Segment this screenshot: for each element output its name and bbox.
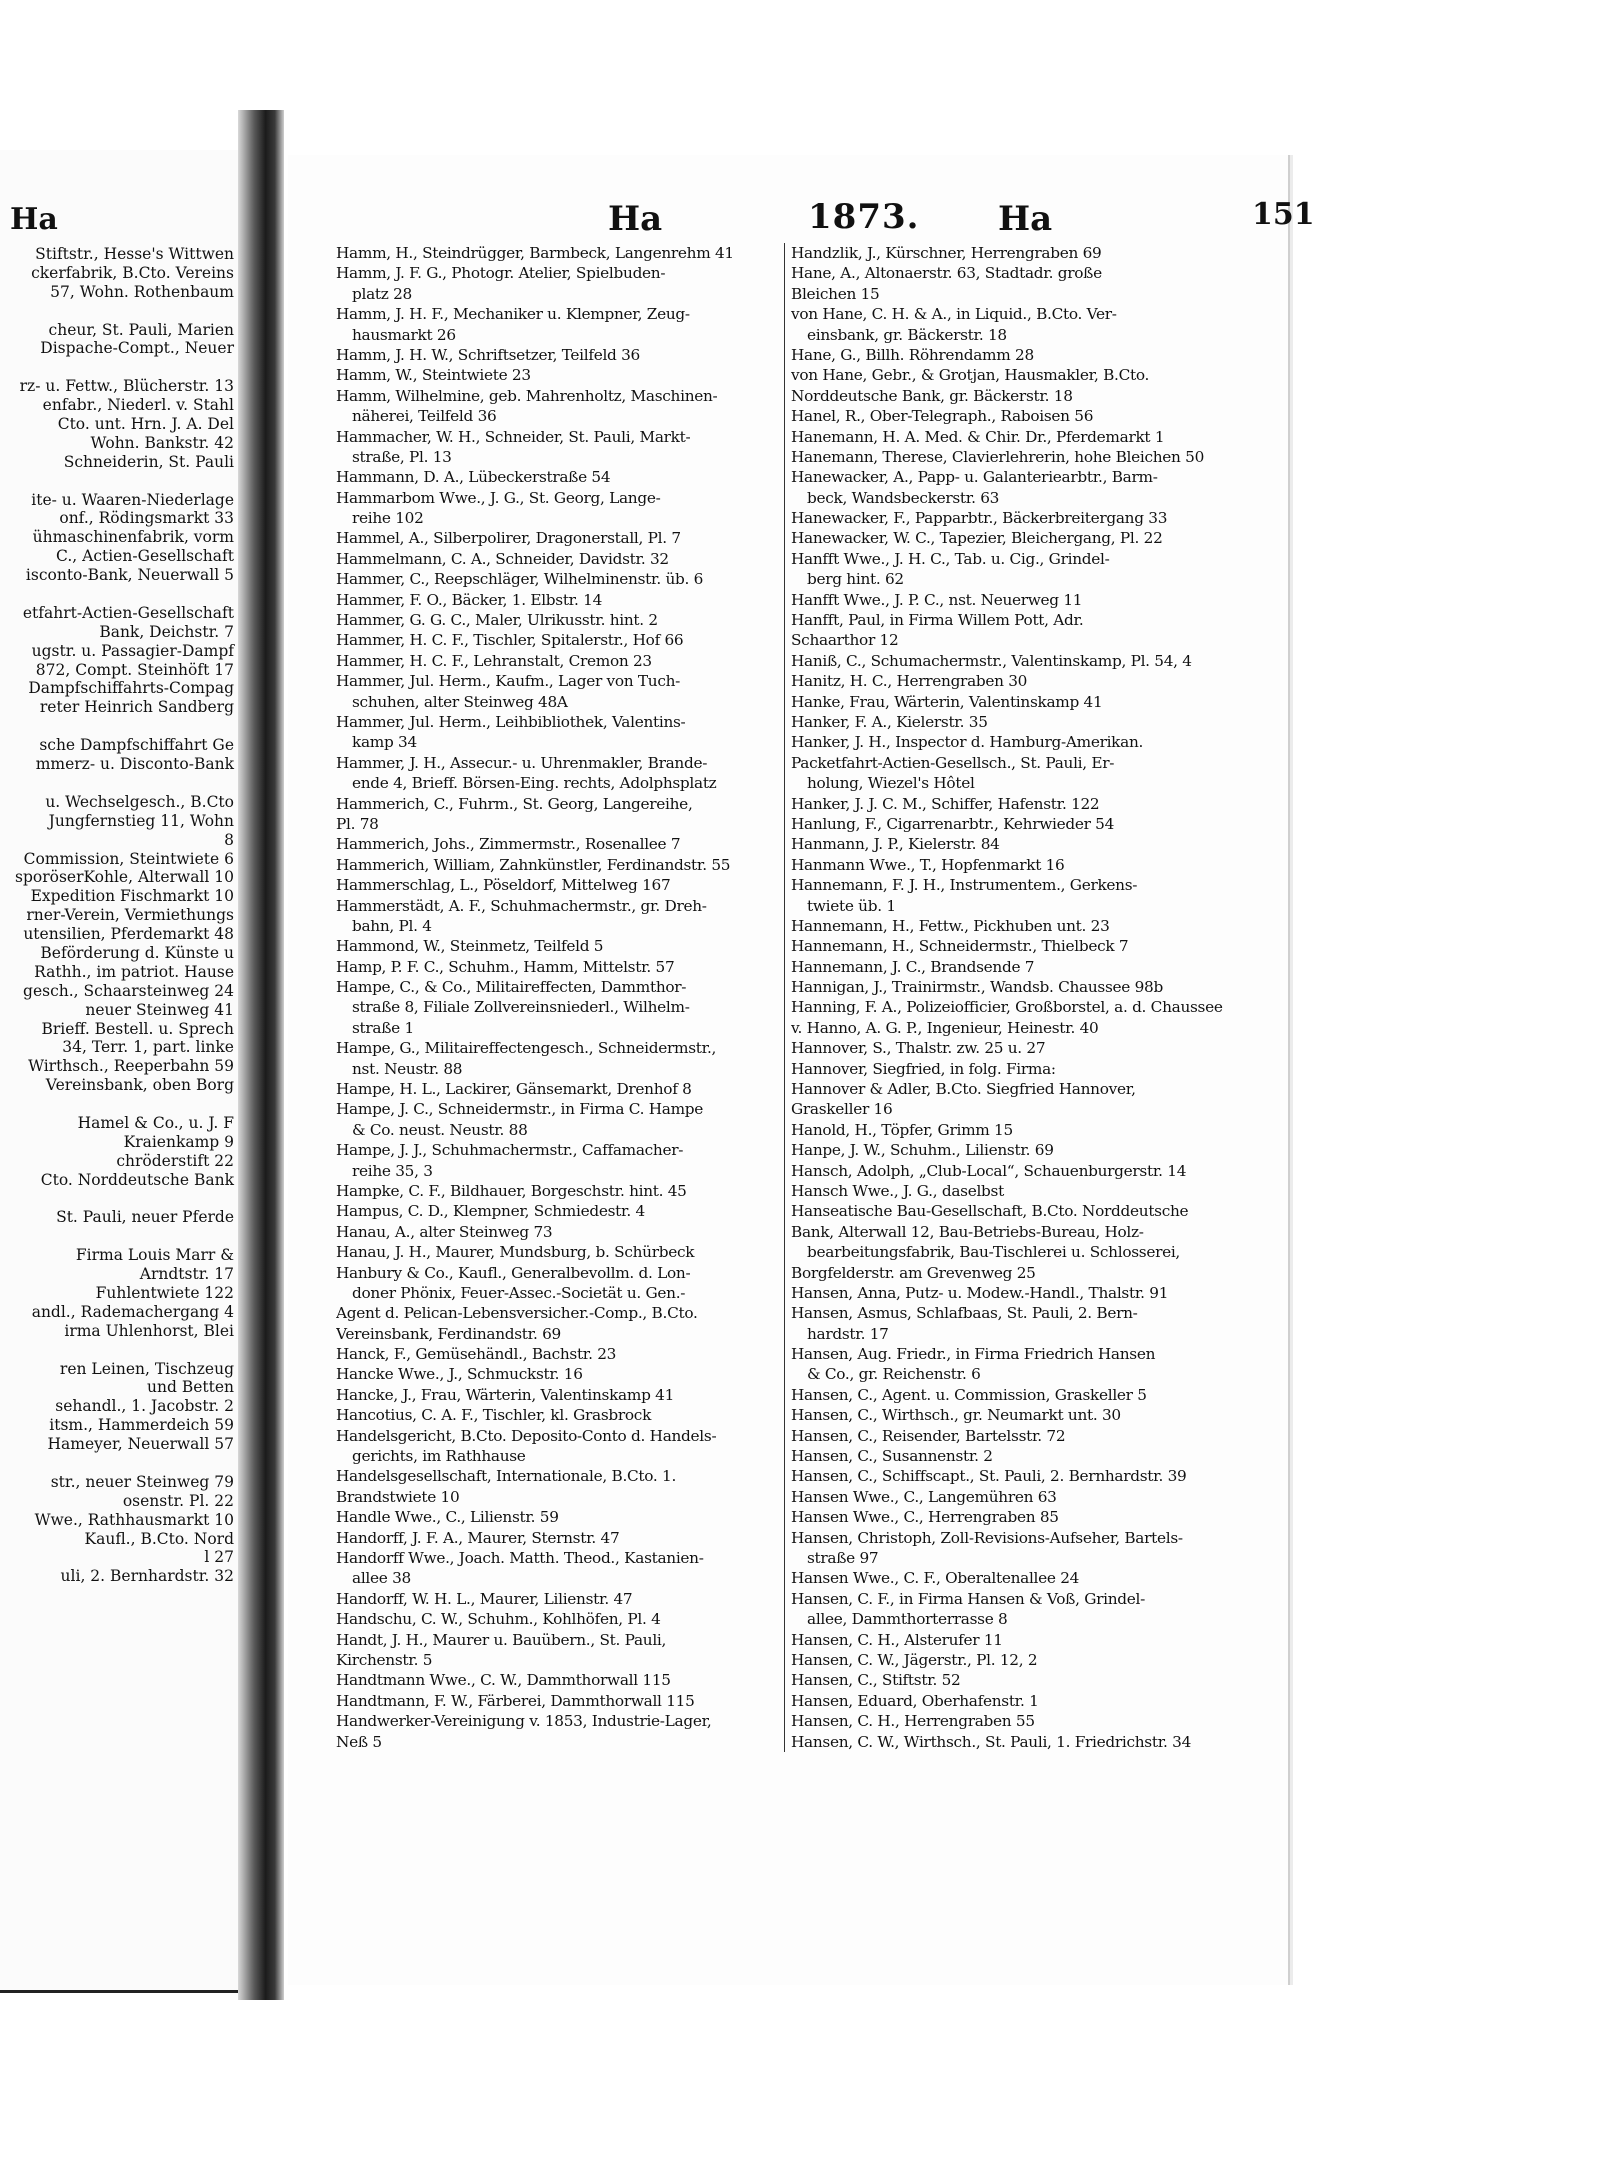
directory-entry-line: näherei, Teilfeld 36: [352, 407, 497, 426]
directory-entry-line: Handschu, C. W., Schuhm., Kohlhöfen, Pl. 4: [336, 1610, 661, 1629]
directory-entry-line: kamp 34: [352, 733, 417, 752]
previous-page-line: Brieff. Bestell. u. Sprech: [41, 1019, 234, 1038]
previous-page-line: [0, 1227, 238, 1246]
previous-page-line: mmerz- u. Disconto-Bank: [35, 755, 234, 774]
directory-entry-line: Handtmann, F. W., Färberei, Dammthorwall 115: [336, 1691, 695, 1710]
previous-page-line: isconto-Bank, Neuerwall 5: [25, 566, 234, 585]
directory-entry-line: Brandstwiete 10: [336, 1487, 460, 1506]
previous-page-line: [0, 585, 238, 604]
previous-page-line: Cto. Norddeutsche Bank: [40, 1170, 234, 1189]
directory-entry-line: platz 28: [352, 284, 412, 303]
directory-entry-line: schuhen, alter Steinweg 48A: [352, 692, 568, 711]
directory-entry-line: Handelsgericht, B.Cto. Deposito-Conto d. Handels-: [336, 1426, 717, 1445]
book-gutter: [238, 110, 284, 2000]
previous-page-line: 872, Compt. Steinhöft 17: [35, 660, 234, 679]
directory-entry-line: Hansen, C. W., Wirthsch., St. Pauli, 1. Friedrichstr. 34: [791, 1732, 1192, 1751]
directory-entry-line: Hanemann, Therese, Clavierlehrerin, hohe Bleichen 50: [791, 447, 1205, 466]
previous-page-line: enfabr., Niederl. v. Stahl: [42, 396, 234, 415]
previous-page-line: ckerfabrik, B.Cto. Vereins: [31, 263, 234, 282]
directory-entry-line: Hampe, J. J., Schuhmachermstr., Caffamacher-: [336, 1141, 684, 1160]
directory-entry-line: Hampe, C., & Co., Militaireffecten, Dammthor-: [336, 978, 687, 997]
directory-entry-line: Hansen, C. F., in Firma Hansen & Voß, Grindel-: [791, 1589, 1145, 1608]
previous-page-line: reter Heinrich Sandberg: [39, 698, 234, 717]
directory-entry-line: Hampe, H. L., Lackirer, Gänsemarkt, Drenhof 8: [336, 1080, 692, 1099]
directory-entry-line: hausmarkt 26: [352, 325, 456, 344]
previous-page-line: Commission, Steintwiete 6: [23, 849, 234, 868]
directory-entry-line: Hansen, Aug. Friedr., in Firma Friedrich Hansen: [791, 1345, 1156, 1364]
directory-entry-line: Hammacher, W. H., Schneider, St. Pauli, Markt-: [336, 427, 691, 446]
left-column: [336, 243, 796, 1752]
directory-entry-line: Hansen, C. W., Jägerstr., Pl. 12, 2: [791, 1650, 1038, 1669]
directory-entry-line: Hanbury & Co., Kaufl., Generalbevollm. d. Lon-: [336, 1263, 691, 1282]
previous-page-line: ugstr. u. Passagier-Dampf: [31, 641, 234, 660]
previous-page-line: [0, 1454, 238, 1473]
directory-entry-line: Bank, Alterwall 12, Bau-Betriebs-Bureau, Holz-: [791, 1222, 1144, 1241]
directory-entry-line: & Co., gr. Reichenstr. 6: [807, 1365, 981, 1384]
directory-entry-line: holung, Wiezel's Hôtel: [807, 774, 975, 793]
directory-entry-line: Vereinsbank, Ferdinandstr. 69: [336, 1324, 561, 1343]
previous-page-line: chröderstift 22: [116, 1151, 234, 1170]
directory-entry-line: Schaarthor 12: [791, 631, 899, 650]
directory-entry-line: Hamm, J. F. G., Photogr. Atelier, Spielbuden-: [336, 264, 666, 283]
right-column: [784, 243, 1247, 1752]
directory-entry-line: Hammerschlag, L., Pöseldorf, Mittelweg 167: [336, 876, 671, 895]
previous-page-line: Arndtstr. 17: [139, 1265, 234, 1284]
directory-entry-line: doner Phönix, Feuer-Assec.-Societät u. Gen.-: [352, 1283, 686, 1302]
previous-page-line: Hamel & Co., u. J. F: [77, 1113, 234, 1132]
directory-entry-line: einsbank, gr. Bäckerstr. 18: [807, 325, 1007, 344]
previous-page-line: ren Leinen, Tischzeug: [59, 1359, 234, 1378]
previous-page-line: sporöserKohle, Alterwall 10: [15, 868, 234, 887]
previous-page-line: Wwe., Rathhausmarkt 10: [34, 1510, 234, 1529]
previous-page-line: ite- u. Waaren-Niederlage: [31, 490, 234, 509]
previous-page-line: ühmaschinenfabrik, vorm: [32, 528, 234, 547]
directory-entry-line: Hane, A., Altonaerstr. 63, Stadtadr. große: [791, 264, 1102, 283]
previous-page-fragment: [0, 150, 238, 1993]
directory-entry-line: Hanning, F. A., Polizeiofficier, Großborstel, a. d. Chaussee: [791, 998, 1223, 1017]
directory-entry-line: Hampe, J. C., Schneidermstr., in Firma C. Hampe: [336, 1100, 704, 1119]
previous-page-line: Dampfschiffahrts-Compag: [28, 679, 234, 698]
previous-page-line: Firma Louis Marr &: [75, 1246, 234, 1265]
directory-entry-line: Hanpe, J. W., Schuhm., Lilienstr. 69: [791, 1141, 1054, 1160]
directory-entry-line: Hansen, C. H., Alsterufer 11: [791, 1630, 1003, 1649]
directory-entry-line: Graskeller 16: [791, 1100, 893, 1119]
directory-page: [288, 155, 1315, 1985]
previous-page-line: Beförderung d. Künste u: [40, 943, 234, 962]
previous-page-line: Vereinsbank, oben Borg: [45, 1076, 234, 1095]
directory-entry-line: Hanau, A., alter Steinweg 73: [336, 1222, 553, 1241]
directory-entry-line: Hammer, H. C. F., Tischler, Spitalerstr., Hof 66: [336, 631, 684, 650]
directory-entry-line: Hansen, Eduard, Oberhafenstr. 1: [791, 1691, 1039, 1710]
directory-entry-line: Handle Wwe., C., Lilienstr. 59: [336, 1508, 559, 1527]
previous-page-lines: [0, 245, 238, 1586]
previous-page-line: Stiftstr., Hesse's Wittwen: [35, 245, 234, 263]
directory-entry-line: straße 8, Filiale Zollvereinsniederl., Wilhelm-: [352, 998, 690, 1017]
directory-entry-line: Hamm, H., Steindrügger, Barmbeck, Langenrehm 41: [336, 244, 734, 262]
directory-entry-line: Hansen Wwe., C. F., Oberaltenallee 24: [791, 1569, 1080, 1588]
directory-entry-line: Handorff Wwe., Joach. Matth. Theod., Kastanien-: [336, 1549, 704, 1567]
directory-entry-line: Hansen, Asmus, Schlafbaas, St. Pauli, 2. Bern-: [791, 1304, 1138, 1323]
previous-page-line: [0, 358, 238, 377]
directory-entry-line: Handelsgesellschaft, Internationale, B.Cto. 1.: [336, 1467, 677, 1486]
previous-page-line: Bank, Deichstr. 7: [99, 622, 234, 641]
directory-entry-line: Packetfahrt-Actien-Gesellsch., St. Pauli, Er-: [791, 753, 1115, 772]
directory-entry-line: Hamm, W., Steintwiete 23: [336, 366, 531, 385]
running-head-right: Ha: [998, 199, 1053, 239]
directory-entry-line: Hammond, W., Steinmetz, Teilfeld 5: [336, 937, 604, 956]
previous-page-line: Dispache-Compt., Neuer: [40, 339, 234, 358]
directory-entry-line: Hansen, Anna, Putz- u. Modew.-Handl., Thalstr. 91: [791, 1283, 1169, 1302]
directory-entry-line: bahn, Pl. 4: [352, 916, 432, 935]
previous-page-line: l 27: [204, 1548, 234, 1567]
directory-entry-line: allee 38: [352, 1569, 411, 1588]
directory-entry-line: Hammer, J. H., Assecur.- u. Uhrenmakler, Brande-: [336, 753, 708, 772]
directory-entry-line: Hanfft Wwe., J. P. C., nst. Neuerweg 11: [791, 590, 1083, 609]
previous-page-line: 57, Wohn. Rothenbaum: [50, 282, 234, 301]
previous-page-line: rz- u. Fettw., Blücherstr. 13: [19, 377, 234, 396]
directory-entry-line: & Co. neust. Neustr. 88: [352, 1120, 528, 1139]
directory-entry-line: Hanke, Frau, Wärterin, Valentinskamp 41: [791, 692, 1103, 711]
directory-entry-line: Hampke, C. F., Bildhauer, Borgeschstr. hint. 45: [336, 1181, 687, 1200]
previous-page-line: rner-Verein, Vermiethungs: [26, 906, 234, 925]
directory-entry-line: Hannover & Adler, B.Cto. Siegfried Hannover,: [791, 1080, 1136, 1099]
previous-page-line: neuer Steinweg 41: [85, 1000, 234, 1019]
directory-entry-line: Hanfft, Paul, in Firma Willem Pott, Adr.: [791, 611, 1084, 630]
directory-entry-line: Hannover, S., Thalstr. zw. 25 u. 27: [791, 1039, 1046, 1058]
directory-entry-line: Hanewacker, F., Papparbtr., Bäckerbreitergang 33: [791, 509, 1168, 528]
directory-entry-line: Hammer, C., Reepschläger, Wilhelminenstr. üb. 6: [336, 570, 704, 589]
directory-entry-line: Hannemann, F. J. H., Instrumentem., Gerkens-: [791, 876, 1138, 895]
directory-entry-line: Hannigan, J., Trainirmstr., Wandsb. Chaussee 98b: [791, 978, 1163, 997]
directory-entry-line: Hansen, C., Wirthsch., gr. Neumarkt unt. 30: [791, 1406, 1121, 1425]
directory-entry-line: reihe 102: [352, 509, 424, 528]
directory-entry-line: Borgfelderstr. am Grevenweg 25: [791, 1263, 1036, 1282]
directory-entry-line: Hane, G., Billh. Röhrendamm 28: [791, 345, 1034, 364]
directory-entry-line: Hansen, C., Stiftstr. 52: [791, 1671, 961, 1690]
directory-entry-line: Hancke Wwe., J., Schmuckstr. 16: [336, 1365, 583, 1384]
directory-entry-line: Hamm, J. H. W., Schriftsetzer, Teilfeld 36: [336, 345, 640, 364]
directory-entry-line: Hammer, Jul. Herm., Kaufm., Lager von Tuch-: [336, 672, 681, 691]
directory-entry-line: Hampus, C. D., Klempner, Schmiedestr. 4: [336, 1202, 645, 1221]
directory-entry-line: Hammarbom Wwe., J. G., St. Georg, Lange-: [336, 488, 661, 507]
directory-entry-line: Hanker, J. J. C. M., Schiffer, Hafenstr. 122: [791, 794, 1100, 813]
directory-entry-line: von Hane, C. H. & A., in Liquid., B.Cto. Ver-: [791, 305, 1117, 324]
directory-entry-line: Hansch, Adolph, „Club-Local“, Schauenburgerstr. 14: [791, 1161, 1187, 1180]
directory-entry-line: Hancke, J., Frau, Wärterin, Valentinskamp 41: [336, 1385, 675, 1404]
previous-page-line: onf., Rödingsmarkt 33: [59, 509, 234, 528]
directory-entry-line: Handorff, W. H. L., Maurer, Lilienstr. 47: [336, 1589, 633, 1608]
page-number: 151: [1252, 197, 1315, 232]
previous-page-line: gesch., Schaarsteinweg 24: [23, 981, 234, 1000]
directory-entry-line: gerichts, im Rathhause: [352, 1447, 526, 1466]
previous-page-line: itsm., Hammerdeich 59: [49, 1416, 234, 1435]
directory-entry-line: Hanel, R., Ober-Telegraph., Raboisen 56: [791, 407, 1094, 426]
previous-page-line: Wohn. Bankstr. 42: [90, 433, 234, 452]
previous-page-line: [0, 774, 238, 793]
running-head: [348, 195, 1315, 245]
directory-entry-line: Hansen, C., Schiffscapt., St. Pauli, 2. Bernhardstr. 39: [791, 1467, 1187, 1486]
previous-page-line: 34, Terr. 1, part. linke: [62, 1038, 234, 1057]
directory-entry-line: Hammel, A., Silberpolirer, Dragonerstall, Pl. 7: [336, 529, 681, 548]
directory-entry-line: twiete üb. 1: [807, 896, 896, 915]
directory-entry-line: Handzlik, J., Kürschner, Herrengraben 69: [791, 244, 1102, 262]
directory-entry-line: Hansch Wwe., J. G., daselbst: [791, 1181, 1004, 1200]
previous-page-line: Jungfernstieg 11, Wohn: [48, 811, 234, 830]
directory-entry-line: Hanker, J. H., Inspector d. Hamburg-Amerikan.: [791, 733, 1144, 752]
directory-entry-line: Hanemann, H. A. Med. & Chir. Dr., Pferdemarkt 1: [791, 427, 1165, 446]
directory-entry-line: beck, Wandsbeckerstr. 63: [807, 488, 1000, 507]
directory-entry-line: Hannemann, J. C., Brandsende 7: [791, 957, 1035, 976]
previous-page-line: C., Actien-Gesellschaft: [56, 547, 234, 566]
directory-entry-line: Hansen, C., Susannenstr. 2: [791, 1447, 993, 1466]
directory-entry-line: Pl. 78: [336, 814, 379, 833]
previous-page-line: Cto. unt. Hrn. J. A. Del: [57, 415, 234, 434]
previous-page-line: St. Pauli, neuer Pferde: [56, 1208, 234, 1227]
directory-entry-line: Hanmann, J. P., Kielerstr. 84: [791, 835, 1000, 854]
directory-entry-line: Hanitz, H. C., Herrengraben 30: [791, 672, 1028, 691]
previous-page-line: uli, 2. Bernhardstr. 32: [60, 1567, 234, 1586]
directory-entry-line: Handt, J. H., Maurer u. Bauübern., St. Pauli,: [336, 1630, 667, 1649]
previous-page-line: Kaufl., B.Cto. Nord: [84, 1529, 234, 1548]
directory-entry-line: Hammerstädt, A. F., Schuhmachermstr., gr. Dreh-: [336, 896, 707, 915]
directory-entry-line: Hanmann Wwe., T., Hopfenmarkt 16: [791, 855, 1065, 874]
running-head-year: 1873.: [808, 197, 920, 237]
directory-entry-line: Hammer, F. O., Bäcker, 1. Elbstr. 14: [336, 590, 602, 609]
directory-entry-line: Hammer, H. C. F., Lehranstalt, Cremon 23: [336, 651, 652, 670]
previous-page-line: Kraienkamp 9: [123, 1132, 234, 1151]
directory-entry-line: straße 1: [352, 1018, 414, 1037]
directory-entry-line: Hammann, D. A., Lübeckerstraße 54: [336, 468, 611, 487]
previous-page-line: [0, 472, 238, 491]
directory-entry-line: Hammelmann, C. A., Schneider, Davidstr. 32: [336, 549, 669, 568]
previous-page-line: str., neuer Steinweg 79: [50, 1472, 234, 1491]
directory-entry-line: Hammerich, William, Zahnkünstler, Ferdinandstr. 55: [336, 855, 731, 874]
previous-page-line: Schneiderin, St. Pauli: [63, 452, 234, 471]
directory-entry-line: reihe 35, 3: [352, 1161, 433, 1180]
previous-page-line: utensilien, Pferdemarkt 48: [23, 925, 234, 944]
directory-entry-line: Handorff, J. F. A., Maurer, Sternstr. 47: [336, 1528, 620, 1547]
directory-entry-line: Haniß, C., Schumachermstr., Valentinskamp, Pl. 54, 4: [791, 651, 1192, 670]
previous-page-line: [0, 1190, 238, 1209]
directory-entry-line: Hampe, G., Militaireffectengesch., Schneidermstr.,: [336, 1039, 717, 1058]
directory-entry-line: Hanewacker, A., Papp- u. Galanteriearbtr., Barm-: [791, 468, 1158, 487]
previous-page-line: osenstr. Pl. 22: [122, 1491, 234, 1510]
directory-entry-line: Hanold, H., Töpfer, Grimm 15: [791, 1120, 1013, 1139]
directory-entry-line: Neß 5: [336, 1732, 382, 1751]
directory-entry-line: Hanlung, F., Cigarrenarbtr., Kehrwieder 54: [791, 814, 1115, 833]
previous-page-line: [0, 1095, 238, 1114]
previous-page-line: u. Wechselgesch., B.Cto: [45, 792, 234, 811]
directory-entry-line: allee, Dammthorterrasse 8: [807, 1610, 1008, 1629]
previous-page-line: und Betten: [147, 1378, 234, 1397]
directory-entry-line: Hannover, Siegfried, in folg. Firma:: [791, 1059, 1056, 1078]
directory-entry-line: ende 4, Brieff. Börsen-Eing. rechts, Adolphsplatz: [352, 774, 717, 793]
directory-entry-line: Kirchenstr. 5: [336, 1650, 433, 1669]
directory-entry-line: Hamm, Wilhelmine, geb. Mahrenholtz, Maschinen-: [336, 386, 718, 405]
directory-entry-line: berg hint. 62: [807, 570, 904, 589]
previous-page-line: andl., Rademachergang 4: [31, 1302, 234, 1321]
directory-entry-line: Hansen, C. H., Herrengraben 55: [791, 1712, 1035, 1731]
directory-entry-line: Bleichen 15: [791, 284, 880, 303]
directory-entry-line: von Hane, Gebr., & Grotjan, Hausmakler, B.Cto.: [791, 366, 1150, 385]
previous-page-line: [0, 1341, 238, 1360]
directory-entry-line: straße, Pl. 13: [352, 447, 452, 466]
directory-entry-line: Agent d. Pelican-Lebensversicher.-Comp., B.Cto.: [336, 1304, 698, 1323]
previous-page-line: irma Uhlenhorst, Blei: [64, 1321, 234, 1340]
directory-entry-line: nst. Neustr. 88: [352, 1059, 463, 1078]
previous-page-line: sehandl., 1. Jacobstr. 2: [55, 1397, 234, 1416]
directory-entry-line: Hancotius, C. A. F., Tischler, kl. Grasbrock: [336, 1406, 652, 1425]
directory-entry-line: Hamm, J. H. F., Mechaniker u. Klempner, Zeug-: [336, 305, 690, 324]
directory-entry-line: Hanfft Wwe., J. H. C., Tab. u. Cig., Grindel-: [791, 549, 1110, 568]
directory-entry-line: v. Hanno, A. G. P., Ingenieur, Heinestr. 40: [791, 1018, 1099, 1037]
previous-page-line: sche Dampfschiffahrt Ge: [39, 736, 234, 755]
directory-entry-line: Hamp, P. F. C., Schuhm., Hamm, Mittelstr. 57: [336, 957, 675, 976]
previous-page-line: Rathh., im patriot. Hause: [34, 962, 234, 981]
previous-page-line: Fuhlentwiete 122: [95, 1283, 234, 1302]
directory-entry-line: hardstr. 17: [807, 1324, 889, 1343]
directory-entry-line: Handwerker-Vereinigung v. 1853, Industrie-Lager,: [336, 1712, 712, 1731]
directory-entry-line: Hansen, C., Reisender, Bartelsstr. 72: [791, 1426, 1066, 1445]
directory-entry-line: Hanseatische Bau-Gesellschaft, B.Cto. Norddeutsche: [791, 1202, 1189, 1221]
scan-background: [0, 0, 1600, 120]
directory-entry-line: Hanau, J. H., Maurer, Mundsburg, b. Schürbeck: [336, 1243, 695, 1262]
previous-page-line: Hameyer, Neuerwall 57: [47, 1435, 234, 1454]
previous-page-line: Expedition Fischmarkt 10: [30, 887, 234, 906]
directory-entry-line: bearbeitungsfabrik, Bau-Tischlerei u. Schlosserei,: [807, 1243, 1180, 1262]
directory-entry-line: Hannemann, H., Schneidermstr., Thielbeck 7: [791, 937, 1129, 956]
directory-entry-line: Handtmann Wwe., C. W., Dammthorwall 115: [336, 1671, 671, 1690]
previous-page-running-head: Ha: [10, 202, 58, 237]
directory-entry-line: Hansen Wwe., C., Langemühren 63: [791, 1487, 1057, 1506]
previous-page-line: 8: [224, 830, 234, 849]
directory-entry-line: Hansen, C., Agent. u. Commission, Graskeller 5: [791, 1385, 1147, 1404]
previous-page-line: cheur, St. Pauli, Marien: [48, 320, 234, 339]
directory-entry-line: straße 97: [807, 1549, 879, 1567]
directory-entry-line: Hammerich, Johs., Zimmermstr., Rosenallee 7: [336, 835, 681, 854]
previous-page-line: etfahrt-Actien-Gesellschaft: [22, 603, 234, 622]
directory-entry-line: Hammerich, C., Fuhrm., St. Georg, Langereihe,: [336, 794, 693, 813]
previous-page-line: Wirthsch., Reeperbahn 59: [28, 1057, 234, 1076]
directory-entry-line: Hansen, Christoph, Zoll-Revisions-Aufseher, Bartels-: [791, 1528, 1183, 1547]
running-head-left: Ha: [608, 199, 663, 239]
previous-page-line: [0, 717, 238, 736]
directory-entry-line: Hannemann, H., Fettw., Pickhuben unt. 23: [791, 916, 1110, 935]
directory-entry-line: Hanker, F. A., Kielerstr. 35: [791, 712, 988, 731]
directory-entry-line: Hanck, F., Gemüsehändl., Bachstr. 23: [336, 1345, 617, 1364]
directory-entry-line: Hanewacker, W. C., Tapezier, Bleichergang, Pl. 22: [791, 529, 1163, 548]
directory-entry-line: Hansen Wwe., C., Herrengraben 85: [791, 1508, 1059, 1527]
directory-entry-line: Hammer, Jul. Herm., Leihbibliothek, Valentins-: [336, 712, 686, 731]
directory-entry-line: Hammer, G. G. C., Maler, Ulrikusstr. hint. 2: [336, 611, 658, 630]
directory-entry-line: Norddeutsche Bank, gr. Bäckerstr. 18: [791, 386, 1073, 405]
previous-page-line: [0, 302, 238, 321]
